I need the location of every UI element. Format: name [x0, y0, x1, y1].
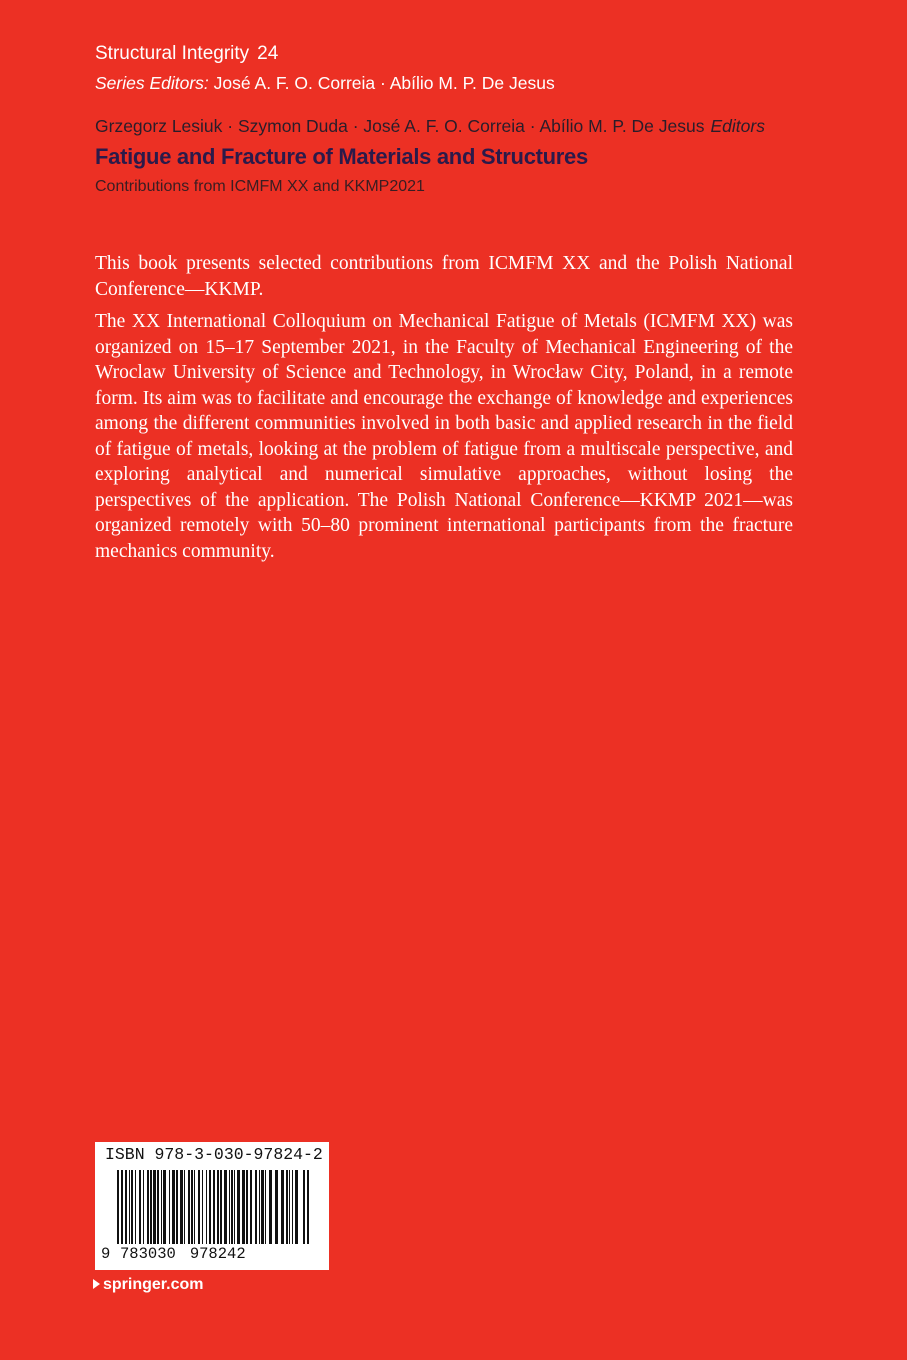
barcode-right-digits: 978242	[187, 1244, 249, 1264]
book-editors	[95, 112, 855, 140]
series-editors-names: José A. F. O. Correia · Abílio M. P. De Jesus	[213, 73, 555, 93]
barcode-digits	[101, 1244, 323, 1264]
series-editors	[95, 68, 855, 98]
publisher-link[interactable]	[93, 1274, 203, 1296]
publisher-url: springer.com	[103, 1276, 204, 1293]
book-description	[95, 251, 793, 571]
description-paragraph: The XX International Colloquium on Mechanical Fatigue of Metals (ICMFM XX) was organized on 15–17 September 2021, in the Faculty of Mechanical Engineering of the Wroclaw University of Science and Technology, in Wrocław City, Poland, in a remote form. Its aim was to facilitate and encourage the exchange of knowledge and experiences among the different communities involved in both basic and applied research in the field of fatigue of metals, looking at the problem of fatigue from a multiscale perspective, and exploring analytical and numerical simulative approaches, without losing the perspectives of the application. The Polish National Conference—KKMP 2021—was organized remotely with 50–80 prominent international participants from the fracture mechanics community.	[95, 311, 793, 562]
book-subtitle: Contributions from ICMFM XX and KKMP2021	[95, 178, 425, 195]
isbn-label: ISBN 978-3-030-97824-2	[105, 1145, 323, 1164]
series-number: 24	[257, 43, 279, 64]
isbn-barcode-box	[95, 1142, 329, 1270]
barcode-lead-digit: 9	[101, 1245, 111, 1263]
series-info	[95, 40, 855, 98]
book-editors-names: Grzegorz Lesiuk · Szymon Duda · José A. F. O. Correia · Abílio M. P. De Jesus	[95, 116, 705, 136]
series-editors-label: Series Editors:	[95, 73, 209, 93]
book-editors-role: Editors	[710, 116, 765, 136]
description-paragraph: This book presents selected contributions from ICMFM XX and the Polish National Conference—KKMP.	[95, 253, 793, 300]
arrow-right-icon	[93, 1279, 100, 1289]
book-header	[95, 112, 855, 200]
book-title: Fatigue and Fracture of Materials and Structures	[95, 144, 588, 169]
series-name: Structural Integrity	[95, 43, 250, 64]
barcode-left-digits: 783030	[117, 1244, 179, 1264]
series-title	[95, 40, 855, 68]
